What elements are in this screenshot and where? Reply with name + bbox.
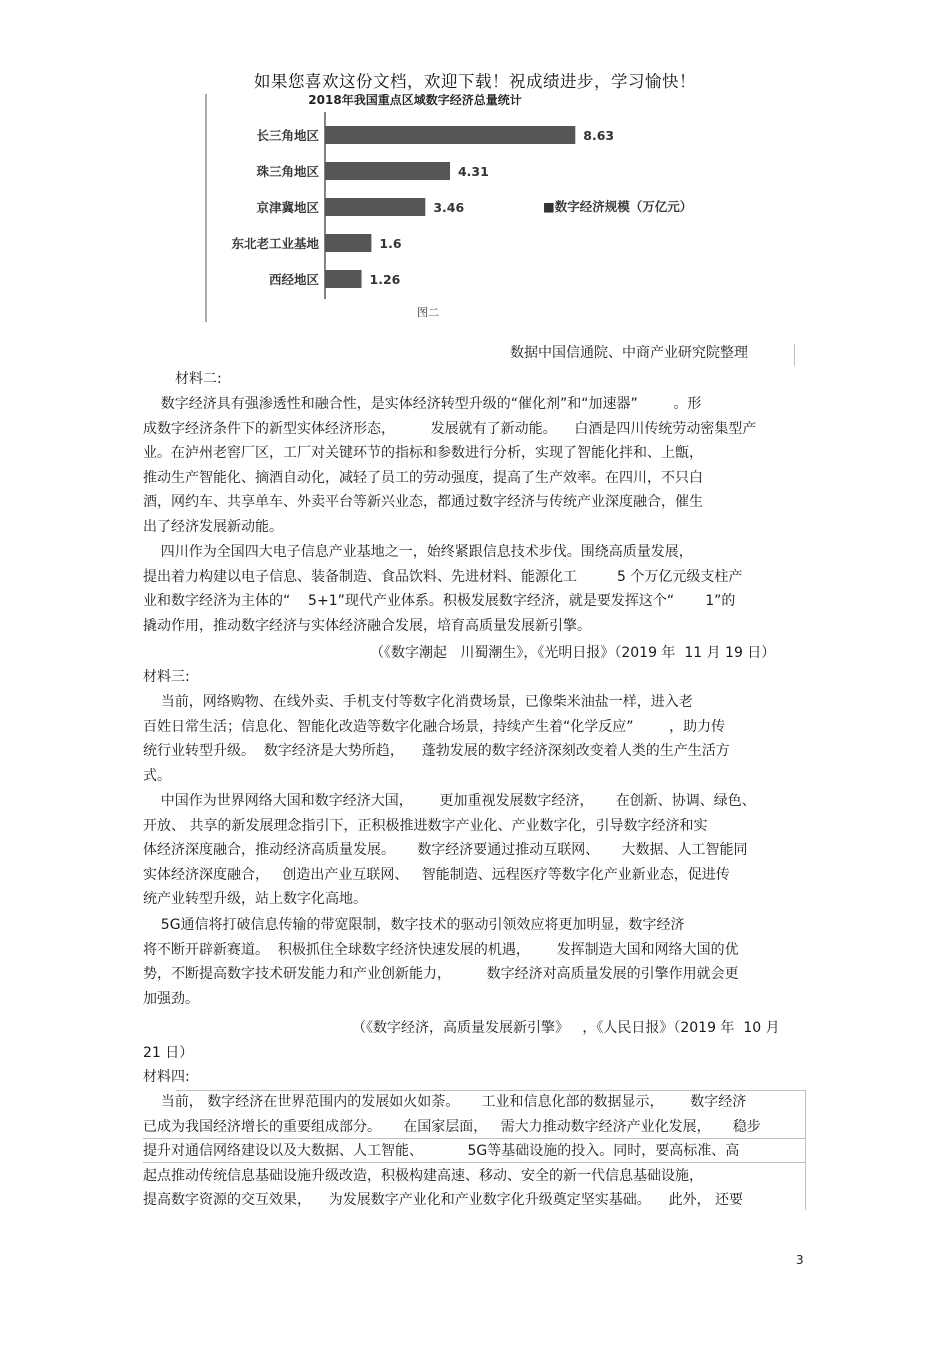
text-line: 实体经济深度融合， 创造出产业互联网、 智能制造、远程医疗等数字化产业新业态，促进传 (143, 866, 730, 883)
text-line: 提升对通信网络建设以及大数据、人工智能、 5G等基础设施的投入。同时，要高标准、高 (143, 1143, 740, 1160)
category-label: 京津冀地区 (256, 200, 319, 215)
text-line: 统产业转型升级，站上数字化高地。 (143, 891, 367, 908)
bar (325, 198, 425, 216)
material4-paragraph-1 (143, 1090, 805, 1213)
page-number: 3 (796, 1253, 804, 1267)
text-line: 中国作为世界网络大国和数字经济大国， 更加重视发展数字经济， 在创新、协调、绿色、 (143, 793, 756, 809)
text-line: 酒，网约车、共享单车、外卖平台等新兴业态，都通过数字经济与传统产业深度融合，催生 (143, 494, 703, 511)
text-line: 百姓日常生活；信息化、智能化改造等数字化融合场景，持续产生着“化学反应” ，助力传 (143, 718, 726, 735)
material3-citation-line2: 21 日） (143, 1045, 194, 1061)
chart-source: 数据中国信通院、中商产业研究院整理 (510, 345, 748, 361)
material2-title: 材料二: (175, 371, 222, 387)
text-line: 数字经济具有强渗透性和融合性，是实体经济转型升级的“催化剂”和“加速器” 。形 (143, 396, 702, 412)
text-line: 将不断开辟新赛道。 积极抓住全球数字经济快速发展的机遇， 发挥制造大国和网络大国的优 (143, 941, 739, 958)
text-frame-right (805, 1090, 806, 1210)
text-line: 加强劲。 (143, 990, 199, 1007)
text-line: 业和数字经济为主体的“ 5+1”现代产业体系。积极发展数字经济，就是要发挥这个“ 1”的 (143, 593, 736, 610)
text-line: 出了经济发展新动能。 (143, 518, 283, 535)
text-line: 撬动作用，推动数字经济与实体经济融合发展，培育高质量发展新引擎。 (143, 617, 591, 634)
text-line: 当前，网络购物、在线外卖、手机支付等数字化消费场景，已像柴米油盐一样，进入老 (143, 694, 693, 710)
text-frame-mid2 (143, 1162, 806, 1163)
text-line: 统行业转型升级。 数字经济是大势所趋， 蓬勃发展的数字经济深刻改变着人类的生产生活方 (143, 743, 730, 760)
value-label: 8.63 (583, 128, 615, 143)
chart-title: 2018年我国重点区域数字经济总量统计 (308, 94, 522, 107)
value-label: 4.31 (457, 164, 489, 179)
value-label: 3.46 (433, 200, 465, 215)
document-header: 如果您喜欢这份文档，欢迎下载！祝成绩进步，学习愉快！ (254, 72, 696, 91)
text-line: 式。 (143, 767, 171, 784)
text-line: 四川作为全国四大电子信息产业基地之一，始终紧跟信息技术步伐。围绕高质量发展， (143, 544, 693, 560)
material3-paragraph-2 (143, 789, 805, 912)
text-line: 起点推动传统信息基础设施升级改造，积极构建高速、移动、安全的新一代信息基础设施， (143, 1167, 703, 1184)
material3-citation-line1: （《数字经济，高质量发展新引擎》 ，《人民日报》（2019 年 10 月 (352, 1020, 780, 1036)
material4-title: 材料四: (143, 1069, 190, 1085)
text-line: 提高数字资源的交互效果， 为发展数字产业化和产业数字化升级奠定坚实基础。 此外， 还要 (143, 1192, 744, 1209)
material3-title: 材料三: (143, 669, 190, 685)
material2-citation: （《数字潮起 川蜀潮生》，《光明日报》（2019 年 11 月 19 日） (370, 645, 776, 661)
text-line: 5G通信将打破信息传输的带宽限制，数字技术的驱动引领效应将更加明显，数字经济 (143, 917, 685, 933)
value-label: 1.26 (369, 272, 401, 287)
text-line: 提出着力构建以电子信息、装备制造、食品饮料、先进材料、能源化工 5 个万亿元级支柱产 (143, 568, 743, 585)
value-label: 1.6 (379, 236, 402, 251)
category-label: 西经地区 (268, 272, 319, 287)
chart-caption: 图二 (417, 306, 439, 319)
material3-paragraph-1 (143, 690, 805, 788)
text-line: 势，不断提高数字技术研发能力和产业创新能力， 数字经济对高质量发展的引擎作用就会更 (143, 966, 739, 983)
text-line: 体经济深度融合，推动经济高质量发展。 数字经济要通过推动互联网、 大数据、人工智能同 (143, 842, 748, 859)
text-line: 成数字经济条件下的新型实体经济形态， 发展就有了新动能。 白酒是四川传统劳动密集型产 (143, 420, 757, 437)
text-frame-top (176, 1090, 806, 1091)
bar-chart (205, 94, 735, 322)
material3-paragraph-3 (143, 913, 805, 1011)
bar (325, 126, 575, 144)
text-frame-mid (143, 1138, 806, 1139)
material2-paragraph-1 (143, 392, 805, 540)
category-label: 东北老工业基地 (231, 236, 319, 251)
chart-svg (205, 94, 735, 322)
chart-legend: ■数字经济规模（万亿元） (543, 199, 693, 214)
bar (325, 270, 362, 288)
category-label: 长三角地区 (256, 128, 319, 143)
bar (325, 234, 371, 252)
material2-paragraph-2 (143, 540, 805, 638)
text-line: 当前， 数字经济在世界范围内的发展如火如荼。 工业和信息化部的数据显示， 数字经济 (143, 1094, 747, 1110)
text-line: 业。在泸州老窖厂区，工厂对关键环节的指标和参数进行分析，实现了智能化拌和、上甑， (143, 445, 703, 462)
text-line: 开放、 共享的新发展理念指引下，正积极推进数字产业化、产业数字化，引导数字经济和实 (143, 817, 708, 834)
text-line: 已成为我国经济增长的重要组成部分。 在国家层面， 需大力推动数字经济产业化发展， 稳步 (143, 1118, 761, 1135)
margin-mark (794, 344, 795, 366)
bar (325, 162, 450, 180)
text-line: 推动生产智能化、摘酒自动化，减轻了员工的劳动强度，提高了生产效率。在四川，不只白 (143, 469, 703, 486)
category-label: 珠三角地区 (256, 164, 319, 179)
